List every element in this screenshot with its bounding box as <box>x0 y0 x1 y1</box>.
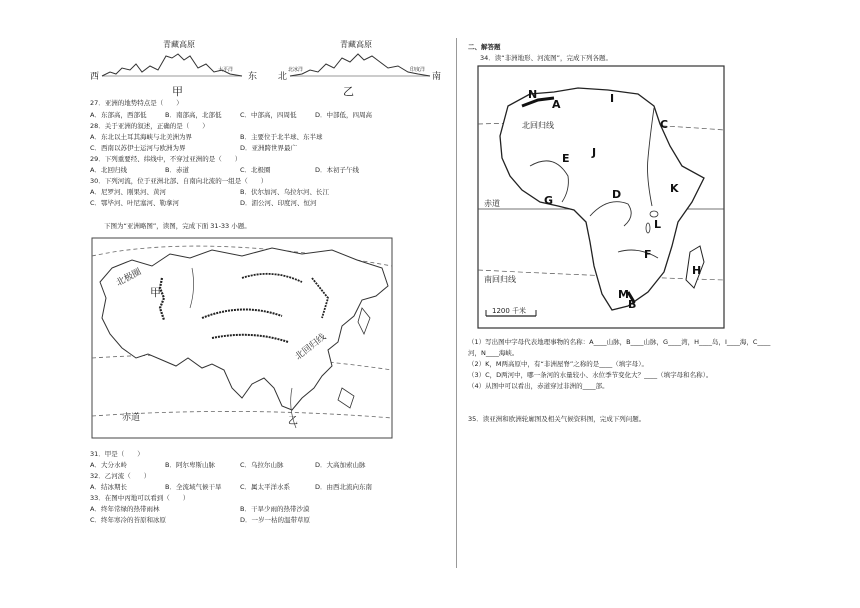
q27-stem: 27．亚洲的地势特点是（ ） <box>90 99 183 107</box>
q27-b: B．南部高，北部低 <box>165 111 222 119</box>
q27-a: A．东部高，西部低 <box>90 111 147 119</box>
profile-yi-curve <box>290 50 430 80</box>
map-jia-label: 甲 <box>150 286 161 299</box>
africa-letter-f: F <box>644 248 652 261</box>
q33-c: C．终年寒冷的苔原和冰原 <box>90 516 167 524</box>
africa-scale-label: 1200 千米 <box>492 307 527 315</box>
q34-sub4: （4）从图中可以看出，赤道穿过非洲的____部。 <box>468 382 609 390</box>
profile-yi-name: 乙 <box>343 85 354 98</box>
q32-a: A．结冰期长 <box>90 483 127 491</box>
q33-stem: 33．在图中丙地可以看到（ ） <box>90 494 190 502</box>
africa-letter-m: M <box>618 288 629 301</box>
q34-sub2: （2）K，M两高原中，有“非洲屋脊”之称的是____（填字母）。 <box>468 360 648 368</box>
q29-a: A．北回归线 <box>90 166 127 174</box>
q29-stem: 29．下列重要经、纬线中，不穿过亚洲的是（ ） <box>90 155 242 163</box>
q32-d: D．由西北流向东南 <box>315 483 373 491</box>
q30-c: C．鄂毕河、叶尼塞河、勒拿河 <box>90 199 180 207</box>
q34-sub3: （3）C，D两河中，哪一条河的水量较小、水位季节变化大？____（填字母和名称）。 <box>468 371 713 379</box>
africa-tropic-s-label: 南回归线 <box>484 275 516 284</box>
column-divider <box>456 38 457 568</box>
q35-stem: 35．读亚洲和欧洲轮廓图及相关气候资料图，完成下列问题。 <box>468 415 646 423</box>
africa-letter-n: N <box>528 88 538 101</box>
profile-jia-name: 甲 <box>172 85 183 98</box>
map-tropic-label: 北回归线 <box>293 332 329 363</box>
q34-sub1b: 河，N____海峡。 <box>468 349 519 357</box>
africa-map <box>478 66 724 328</box>
africa-letter-g: G <box>544 194 554 207</box>
map-yi-label: 乙 <box>288 416 298 427</box>
q28-a: A．东北以土耳其海峡与北美洲为界 <box>90 133 192 141</box>
africa-letter-l: L <box>654 218 662 231</box>
q28-d: D．亚洲跨世界最广 <box>240 144 298 152</box>
profile-jia-curve <box>102 50 242 80</box>
q30-b: B．伏尔加河、乌拉尔河、长江 <box>240 188 329 196</box>
africa-letter-j: J <box>592 146 597 159</box>
q28-c: C．西南以苏伊士运河与欧洲为界 <box>90 144 186 152</box>
q29-b: B．赤道 <box>165 166 189 174</box>
q28-stem: 28．关于亚洲的叙述，正确的是（ ） <box>90 122 209 130</box>
q31-b: B．阿尔卑斯山脉 <box>165 461 215 469</box>
map-equator-label: 赤道 <box>122 413 141 423</box>
africa-letter-b: B <box>628 298 637 311</box>
q31-c: C．乌拉尔山脉 <box>240 461 284 469</box>
africa-letter-h: H <box>692 264 702 277</box>
africa-letter-i: I <box>610 92 615 105</box>
profile-yi-north: 北 <box>278 72 288 82</box>
q32-b: B．全流域气候干旱 <box>165 483 222 491</box>
profile-yi-south: 南 <box>432 72 442 82</box>
profile-jia-sea: 太平洋 <box>218 67 234 73</box>
africa-letter-k: K <box>670 182 679 195</box>
africa-letter-a: A <box>552 98 561 111</box>
q32-stem: 32．乙河流（ ） <box>90 472 151 480</box>
section-heading: 二、解答题 <box>468 43 501 51</box>
q27-c: C．中部高，四周低 <box>240 111 297 119</box>
q29-c: C．北极圈 <box>240 166 271 174</box>
africa-equator-label: 赤道 <box>484 199 500 208</box>
africa-letter-e: E <box>562 152 570 165</box>
profile-yi-title: 青藏高原 <box>340 40 372 49</box>
q29-d: D．本初子午线 <box>315 166 360 174</box>
africa-letter-c: C <box>660 118 669 131</box>
q32-c: C．属太平洋水系 <box>240 483 291 491</box>
q30-d: D．湄公河、印度河、恒河 <box>240 199 317 207</box>
asia-map <box>92 238 392 438</box>
profile-yi-sea-left: 北冰洋 <box>288 67 304 73</box>
q27-d: D．中部低，四周高 <box>315 111 373 119</box>
q31-stem: 31．甲是（ ） <box>90 450 144 458</box>
africa-tropic-n-label: 北回归线 <box>522 121 554 130</box>
q33-b: B．干旱少雨的热带沙漠 <box>240 505 310 513</box>
q28-b: B．主要位于北半球、东半球 <box>240 133 323 141</box>
q33-a: A．终年常绿的热带雨林 <box>90 505 160 513</box>
q30-stem: 30．下列河流，位于亚洲北部、自南向北流的一组是（ ） <box>90 177 268 185</box>
profile-yi-sea-right: 印度洋 <box>410 67 426 73</box>
q31-a: A．大分水岭 <box>90 461 127 469</box>
q30-a: A．尼罗河、刚果河、黄河 <box>90 188 166 196</box>
q33-d: D．一岁一枯的温带草原 <box>240 516 311 524</box>
profile-jia-title: 青藏高原 <box>163 40 195 49</box>
map-arctic-label: 北极圈 <box>114 267 144 289</box>
q31-d: D．大高加索山脉 <box>315 461 366 469</box>
q34-sub1: （1）写出图中字母代表地理事物的名称：A____山脉，B____山脉，G____湾，H____岛，I____海，C____ <box>468 338 771 346</box>
q34-stem: 34．读“非洲地形、河流图”，完成下列各题。 <box>480 54 613 62</box>
profile-jia-west: 西 <box>90 72 100 82</box>
profile-jia-east: 东 <box>248 72 258 82</box>
africa-letter-d: D <box>612 188 622 201</box>
asia-map-intro: 下图为“亚洲略图”，读图，完成下面 31-33 小题。 <box>104 222 251 230</box>
